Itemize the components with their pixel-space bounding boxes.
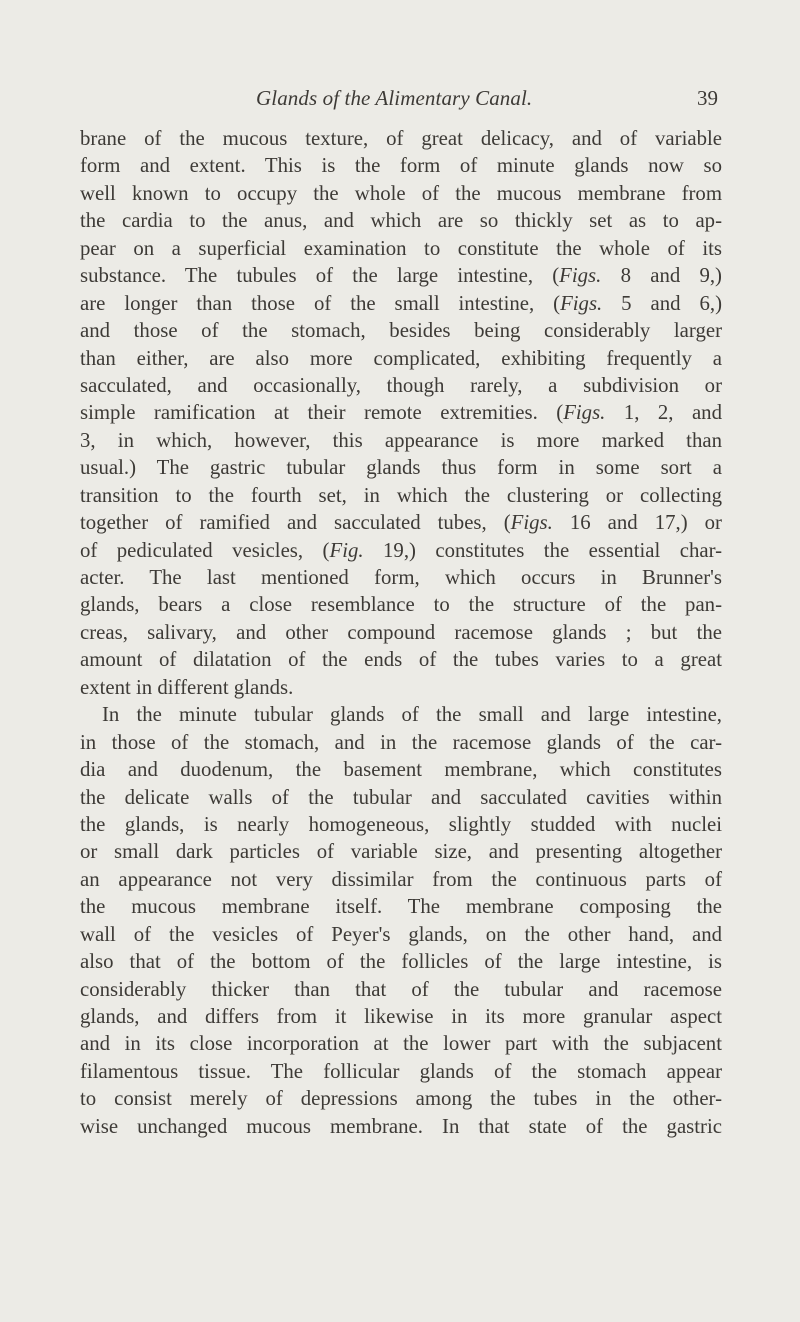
text-line: and in its close incorporation at the lower part with the subjacent [80, 1032, 722, 1056]
text-line: in those of the stomach, and in the racemose glands of the car- [80, 730, 722, 754]
text-line: brane of the mucous texture, of great delicacy, and of variable [80, 127, 722, 150]
text-line: form and extent. This is the form of minute glands now so [80, 154, 722, 178]
text-line: substance. The tubules of the large intestine, (Figs. 8 and 9,) [80, 264, 722, 288]
text-line: creas, salivary, and other compound racemose glands ; but the [80, 620, 722, 644]
text-line: glands, and differs from it likewise in its more granular aspect [80, 1005, 722, 1028]
text-line: well known to occupy the whole of the mucous membrane from [80, 181, 722, 205]
text-line: considerably thicker than that of the tubular and racemose [80, 977, 722, 1001]
text-line: wall of the vesicles of Peyer's glands, on the other hand, and [80, 922, 722, 946]
page-number: 39 [697, 86, 718, 110]
text-line: filamentous tissue. The follicular glands of the stomach appear [80, 1059, 722, 1083]
text-line: wise unchanged mucous membrane. In that state of the gastric [80, 1114, 722, 1138]
text-line: acter. The last mentioned form, which occurs in Brunner's [80, 566, 722, 589]
text-line: pear on a superficial examination to constitute the whole of its [80, 236, 722, 260]
running-title: Glands of the Alimentary Canal. [256, 86, 533, 110]
text-line: to consist merely of depressions among the tubes in the other- [80, 1087, 722, 1111]
text-line: extent in different glands. [80, 675, 294, 699]
text-line: the cardia to the anus, and which are so thickly set as to ap- [80, 209, 722, 233]
body-text [80, 125, 722, 1140]
text-line: and those of the stomach, besides being considerably larger [80, 319, 722, 343]
text-line: also that of the bottom of the follicles of the large intestine, is [80, 950, 722, 974]
text-line: an appearance not very dissimilar from the continuous parts of [80, 867, 722, 891]
text-line: transition to the fourth set, in which the clustering or collecting [80, 483, 722, 507]
text-line: the delicate walls of the tubular and sacculated cavities within [80, 785, 722, 809]
text-line: glands, bears a close resemblance to the structure of the pan- [80, 593, 722, 617]
text-line: simple ramification at their remote extremities. (Figs. 1, 2, and [80, 401, 722, 425]
text-line: sacculated, and occasionally, though rarely, a subdivision or [80, 373, 722, 397]
text-line: the glands, is nearly homogeneous, slightly studded with nuclei [80, 812, 722, 836]
text-line: 3, in which, however, this appearance is more marked than [80, 428, 722, 452]
text-line: amount of dilatation of the ends of the tubes varies to a great [80, 648, 722, 672]
text-line: than either, are also more complicated, exhibiting frequently a [80, 346, 722, 370]
text-line: dia and duodenum, the basement membrane, which constitutes [80, 758, 722, 782]
text-line: together of ramified and sacculated tubes, (Figs. 16 and 17,) or [80, 511, 722, 535]
text-line: are longer than those of the small intestine, (Figs. 5 and 6,) [80, 291, 722, 315]
text-line: the mucous membrane itself. The membrane composing the [80, 895, 722, 919]
text-line: usual.) The gastric tubular glands thus form in some sort a [80, 456, 722, 480]
text-line: or small dark particles of variable size, and presenting altogether [80, 840, 722, 864]
text-line: of pediculated vesicles, (Fig. 19,) constitutes the essential char- [80, 538, 723, 562]
paragraph-start-line: In the minute tubular glands of the small and large intestine, [102, 703, 722, 727]
